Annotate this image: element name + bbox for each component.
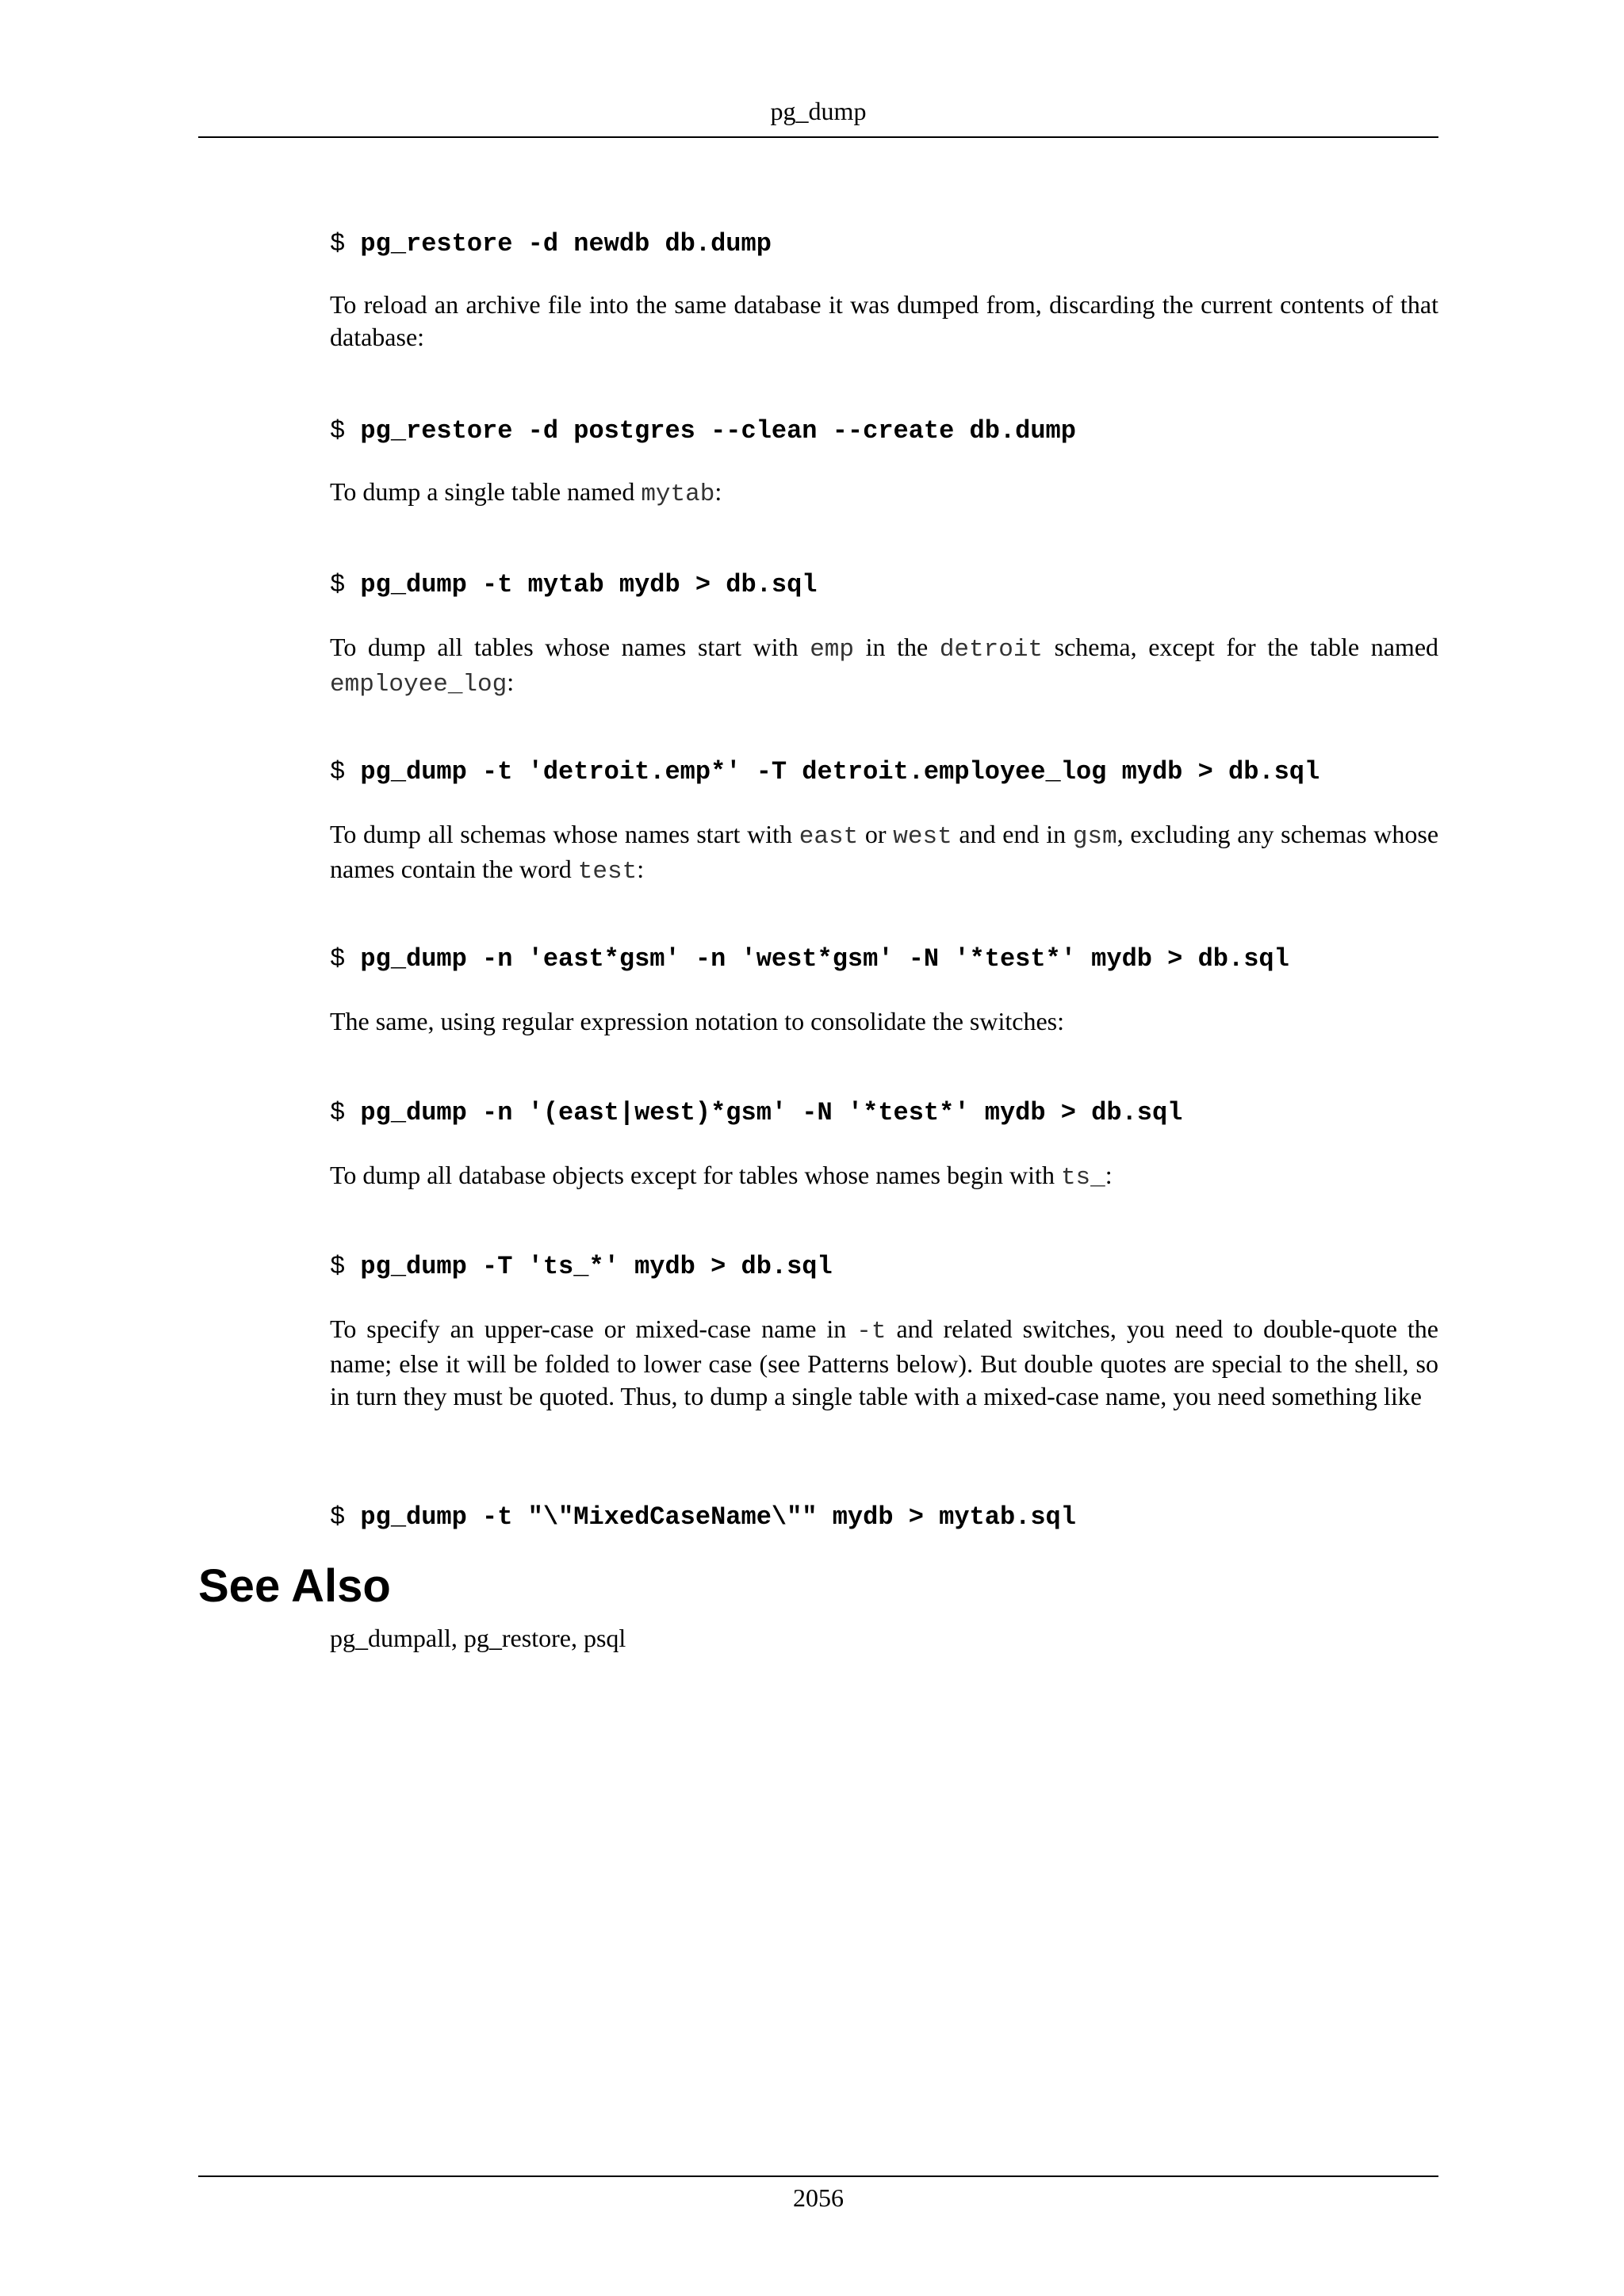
code-example-dump-exclude-ts xyxy=(330,1251,1519,1283)
inline-code: east xyxy=(799,823,859,851)
inline-code: gsm xyxy=(1072,823,1117,851)
command-text: pg_dump -T 'ts_*' mydb > db.sql xyxy=(360,1252,833,1281)
see-also-link-pg-restore[interactable]: pg_restore xyxy=(463,1624,571,1652)
shell-prompt: $ xyxy=(330,1098,361,1127)
shell-prompt: $ xyxy=(330,1502,361,1532)
code-example-restore-clean-create xyxy=(330,415,1519,447)
code-example-dump-schemas xyxy=(330,943,1519,975)
code-example-dump-mytab xyxy=(330,569,1519,601)
command-text: pg_dump -t mytab mydb > db.sql xyxy=(360,570,818,599)
paragraph-regex-notation: The same, using regular expression notation to consolidate the switches: xyxy=(330,1007,1064,1035)
shell-prompt: $ xyxy=(330,944,361,974)
paragraph-exclude-ts-tables: To dump all database objects except for tables whose names begin with ts_: xyxy=(330,1161,1113,1192)
command-text: pg_restore -d postgres --clean --create db.dump xyxy=(360,416,1076,446)
paragraph-dump-schemas: To dump all schemas whose names start with east or west and end in gsm, excluding any schemas whose names contain the word test: xyxy=(330,820,1439,886)
inline-code: employee_log xyxy=(330,671,508,698)
command-text: pg_restore -d newdb db.dump xyxy=(360,229,772,258)
code-example-restore-newdb xyxy=(330,228,1519,260)
paragraph-reload-archive: To reload an archive file into the same database it was dumped from, discarding the current contents of that database: xyxy=(330,290,1438,351)
code-example-dump-detroit xyxy=(330,756,1519,788)
code-example-dump-regex xyxy=(330,1097,1519,1129)
see-also-link-psql[interactable]: psql xyxy=(583,1624,626,1652)
see-also-list: pg_dumpall, pg_restore, psql xyxy=(330,1624,626,1652)
command-text: pg_dump -t 'detroit.emp*' -T detroit.employee_log mydb > db.sql xyxy=(360,757,1320,786)
page-number: 2056 xyxy=(793,2183,844,2212)
running-header: pg_dump xyxy=(770,97,867,125)
shell-prompt: $ xyxy=(330,570,361,599)
paragraph-dump-single-table: To dump a single table named mytab: xyxy=(330,477,722,508)
shell-prompt: $ xyxy=(330,1252,361,1281)
code-example-dump-mixed-case xyxy=(330,1502,1519,1533)
command-text: pg_dump -n '(east|west)*gsm' -N '*test*' mydb > db.sql xyxy=(360,1098,1183,1127)
command-text: pg_dump -t "\"MixedCaseName\"" mydb > mytab.sql xyxy=(360,1502,1076,1532)
paragraph-dump-detroit-tables: To dump all tables whose names start with emp in the detroit schema, except for the table named employee_log: xyxy=(330,633,1439,698)
inline-code: mytab xyxy=(641,480,715,508)
header-rule xyxy=(198,136,1438,138)
inline-code: emp xyxy=(810,636,854,664)
shell-prompt: $ xyxy=(330,757,361,786)
inline-code: test xyxy=(577,858,638,886)
inline-code: detroit xyxy=(939,636,1044,664)
see-also-link-pg-dumpall[interactable]: pg_dumpall xyxy=(330,1624,451,1652)
paragraph-mixed-case-name: To specify an upper-case or mixed-case name in -t and related switches, you need to double-quote the name; else it will be folded to lower case (see Patterns below). But double quotes are special to the shell, so in turn they must be quoted. Thus, to dump a single table with a mixed-case name, you need something like xyxy=(330,1314,1438,1410)
inline-code: ts_ xyxy=(1060,1164,1105,1192)
inline-code: west xyxy=(893,823,952,851)
command-text: pg_dump -n 'east*gsm' -n 'west*gsm' -N '*test*' mydb > db.sql xyxy=(360,944,1289,974)
inline-code: -t xyxy=(856,1318,887,1345)
shell-prompt: $ xyxy=(330,229,361,258)
section-title-see-also: See Also xyxy=(198,1560,391,1612)
shell-prompt: $ xyxy=(330,416,361,446)
footer-rule xyxy=(198,2175,1438,2177)
